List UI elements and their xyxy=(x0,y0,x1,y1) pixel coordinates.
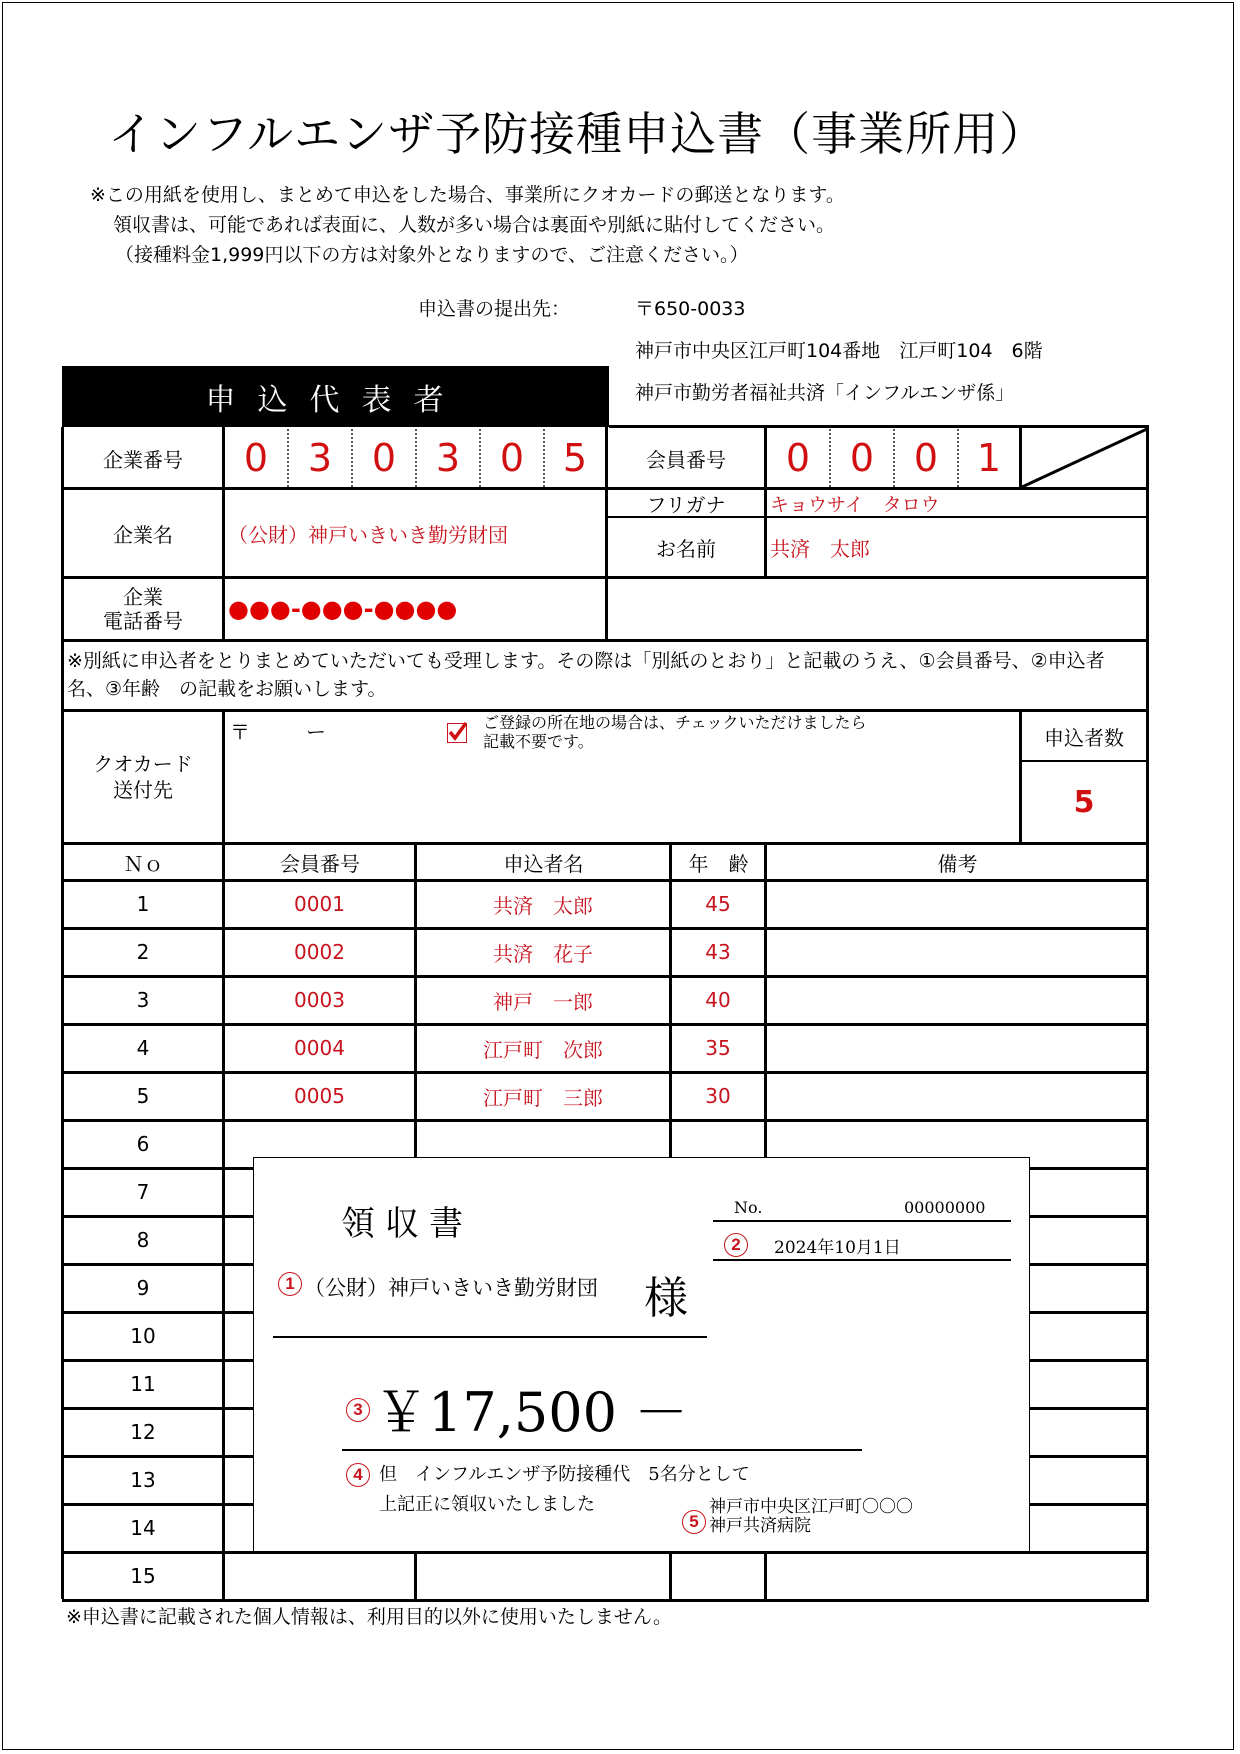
note-line-1: ※この用紙を使用し、まとめて申込をした場合、事業所にクオカードの郵送となります。 xyxy=(90,184,845,206)
footer-note: ※申込書に記載された個人情報は、利用目的以外に使用いたしません。 xyxy=(66,1606,673,1628)
representative-header xyxy=(62,366,609,427)
receipt-title: 領収書 xyxy=(341,1204,473,1244)
page-title: インフルエンザ予防接種申込書（事業所用） xyxy=(108,107,1047,161)
row-number: 12 xyxy=(130,1420,156,1444)
cell-member[interactable] xyxy=(225,1553,414,1599)
furigana-field[interactable]: キョウサイ タロウ xyxy=(770,493,940,516)
column-header: 申込者名 xyxy=(503,851,584,876)
row-number: 15 xyxy=(130,1564,156,1588)
receipt-amount: ￥17,500 － xyxy=(374,1381,689,1444)
cell-age[interactable]: 30 xyxy=(705,1084,731,1108)
cell-age[interactable]: 35 xyxy=(705,1036,731,1060)
marker-5: 5 xyxy=(682,1510,706,1534)
representative-header-text: 申込代表者 xyxy=(205,382,466,418)
receipt-confirmation: 上記正に領収いたしました xyxy=(379,1494,595,1515)
receipt-issuer-name: 神戸共済病院 xyxy=(709,1516,811,1536)
cell-member[interactable]: 0004 xyxy=(294,1036,345,1060)
cell-member[interactable]: 0005 xyxy=(294,1084,345,1108)
company-number-digit[interactable]: 5 xyxy=(562,436,588,480)
row-number: 11 xyxy=(130,1372,156,1396)
column-header: 会員番号 xyxy=(280,851,360,876)
name-field[interactable]: 共済 太郎 xyxy=(770,536,870,561)
marker-2: 2 xyxy=(724,1233,748,1257)
quo-card-label-line-2: 送付先 xyxy=(113,778,173,802)
cell-remarks[interactable] xyxy=(767,929,1147,975)
row-number: 9 xyxy=(136,1276,150,1300)
cell-name[interactable]: 江戸町 次郎 xyxy=(483,1037,603,1062)
company-number-digit[interactable]: 0 xyxy=(371,436,397,480)
company-number-label: 企業番号 xyxy=(103,447,183,472)
submission-recipient: 神戸市勤労者福祉共済「インフルエンザ係」 xyxy=(635,382,1015,404)
checkmark-icon xyxy=(447,721,467,741)
member-number-digit[interactable]: 0 xyxy=(849,436,875,480)
cell-name[interactable]: 共済 花子 xyxy=(493,941,593,966)
receipt-no-value: 00000000 xyxy=(904,1198,986,1217)
column-header: 備考 xyxy=(937,851,978,876)
member-number-label: 会員番号 xyxy=(646,447,726,472)
member-number-digit[interactable]: 0 xyxy=(913,436,939,480)
company-number-digit[interactable]: 0 xyxy=(499,436,525,480)
cell-remarks[interactable] xyxy=(767,881,1147,927)
separate-sheet-note: ※別紙に申込者をとりまとめていただいても受理します。その際は「別紙のとおり」と記載のうえ、①会員番号、②申込者名、③年齢 の記載をお願いします。 xyxy=(67,650,1105,700)
cell-name[interactable]: 共済 太郎 xyxy=(493,893,593,918)
column-header: Ｎｏ xyxy=(123,851,164,876)
row-number: 2 xyxy=(136,940,150,964)
receipt-description: 但 インフルエンザ予防接種代 5名分として xyxy=(379,1464,750,1485)
quo-card-label xyxy=(64,712,222,842)
receipt-honorific: 様 xyxy=(644,1273,688,1324)
quo-card-label-line-1: クオカード xyxy=(93,752,193,776)
member-number-digit[interactable]: 1 xyxy=(976,436,1002,480)
applicant-count-label: 申込者数 xyxy=(1044,725,1124,750)
cell-name[interactable]: 神戸 一郎 xyxy=(493,989,593,1014)
checkbox-text-line-1: ご登録の所在地の場合は、チェックいただけましたら xyxy=(483,713,867,732)
note-line-3: （接種料金1,999円以下の方は対象外となりますので、ご注意ください。） xyxy=(115,244,749,266)
row-number: 13 xyxy=(130,1468,156,1492)
checkbox-text-line-2: 記載不要です。 xyxy=(483,732,594,751)
submission-label: 申込書の提出先： xyxy=(418,298,571,320)
member-number-digit[interactable]: 0 xyxy=(785,436,811,480)
row-number: 5 xyxy=(136,1084,150,1108)
marker-3: 3 xyxy=(346,1398,370,1422)
cell-member[interactable]: 0002 xyxy=(294,940,345,964)
cell-age[interactable]: 40 xyxy=(705,988,731,1012)
company-number-digit[interactable]: 3 xyxy=(307,436,333,480)
phone-label-line-2: 電話番号 xyxy=(103,609,183,633)
column-header: 年 齢 xyxy=(688,851,749,876)
phone-label xyxy=(64,579,222,639)
submission-address: 神戸市中央区江戸町104番地 江戸町104 6階 xyxy=(635,340,1043,362)
company-name-field[interactable]: （公財）神戸いきいき勤労財団 xyxy=(228,522,508,547)
checkbox-text xyxy=(483,713,867,751)
row-number: 6 xyxy=(136,1132,150,1156)
row-number: 4 xyxy=(136,1036,150,1060)
cell-member[interactable]: 0001 xyxy=(294,892,345,916)
diagonal-slash xyxy=(1020,427,1148,489)
receipt-image xyxy=(253,1157,1030,1552)
cell-member[interactable]: 0003 xyxy=(294,988,345,1012)
note-line-2: 領収書は、可能であれば表面に、人数が多い場合は裏面や別紙に貼付してください。 xyxy=(113,214,836,236)
row-number: 7 xyxy=(136,1180,150,1204)
registered-address-checkbox[interactable] xyxy=(447,723,467,743)
row-number: 14 xyxy=(130,1516,156,1540)
phone-field[interactable]: ●●●-●●●-●●●● xyxy=(228,595,458,623)
receipt-issuer-address: 神戸市中央区江戸町〇〇〇 xyxy=(709,1497,913,1517)
cell-age[interactable] xyxy=(672,1553,764,1599)
cell-remarks[interactable] xyxy=(767,1025,1147,1071)
cell-age[interactable]: 43 xyxy=(705,940,731,964)
row-number: 10 xyxy=(130,1324,156,1348)
marker-1: 1 xyxy=(278,1272,302,1296)
row-number: 8 xyxy=(136,1228,150,1252)
cell-remarks[interactable] xyxy=(767,1073,1147,1119)
phone-label-line-1: 企業 xyxy=(123,585,163,609)
cell-remarks[interactable] xyxy=(767,1553,1147,1599)
company-number-digit[interactable]: 3 xyxy=(435,436,461,480)
cell-age[interactable]: 45 xyxy=(705,892,731,916)
marker-4: 4 xyxy=(346,1463,370,1487)
company-number-digit[interactable]: 0 xyxy=(243,436,269,480)
submission-postal: 〒650-0033 xyxy=(635,298,746,320)
cell-name[interactable] xyxy=(417,1553,669,1599)
row-number: 3 xyxy=(136,988,150,1012)
furigana-label: フリガナ xyxy=(646,492,726,517)
receipt-issuer xyxy=(709,1498,913,1536)
receipt-payee: （公財）神戸いきいき勤労財団 xyxy=(304,1276,598,1300)
postal-mark: 〒 xyxy=(230,720,250,744)
receipt-no-label: No. xyxy=(734,1198,763,1217)
applicant-count-value[interactable]: 5 xyxy=(1073,784,1095,820)
company-name-label: 企業名 xyxy=(113,522,173,547)
cell-remarks[interactable] xyxy=(767,977,1147,1023)
cell-name[interactable]: 江戸町 三郎 xyxy=(483,1085,603,1110)
receipt-date: 2024年10月1日 xyxy=(774,1238,901,1258)
name-label: お名前 xyxy=(656,536,716,561)
postal-dash: ー xyxy=(306,720,326,744)
row-number: 1 xyxy=(136,892,150,916)
